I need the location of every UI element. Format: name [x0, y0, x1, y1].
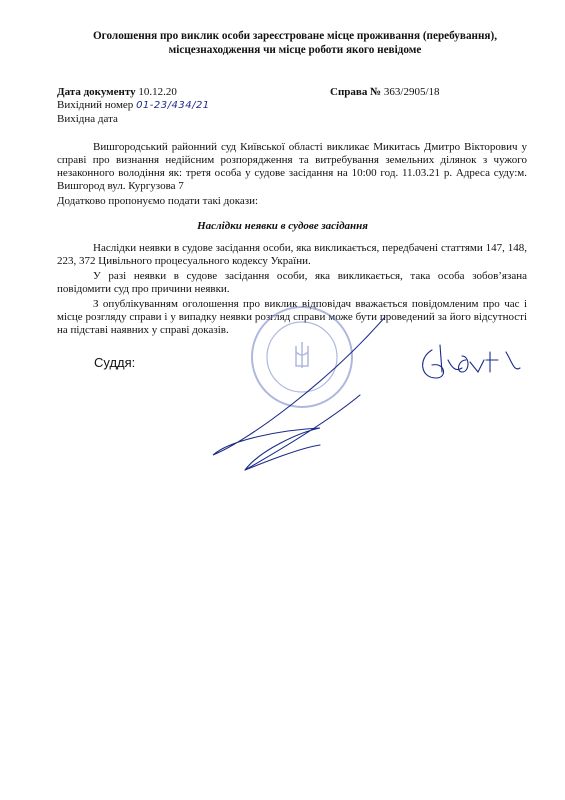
court-stamp	[252, 307, 352, 407]
case-value: 363/2905/18	[383, 86, 440, 98]
publication-paragraph: З опублікуванням оголошення про виклик відповідач вважається повідомленим про час і місце розгляду справи і у випадку неявки розгляд справи може бути проведений за його відсутності на підставі наявних у справі доказів.	[57, 298, 527, 336]
summons-paragraph: Вишгородський районний суд Київської області викликає Микитась Дмитро Вікторович у справі про визнання недійсним розпорядження та витребування земельних ділянок з чужого незаконного володіння як: третя особа у судове засідання на 10:00 год. 11.03.21 р. Адреса суду:м. Вишгород вул. Кургузова 7	[57, 141, 527, 192]
outgoing-number-value: 01-23/434/21	[136, 100, 210, 111]
consequences-paragraph: Наслідки неявки в судове засідання особи, яка викликається, передбачені статтями 147, 148, 223, 372 Цивільного процесуального кодексу України.	[57, 242, 527, 267]
judge-label: Суддя:	[94, 355, 136, 370]
section-title: Наслідки неявки в судове засідання	[197, 220, 368, 232]
date-label: Дата документу	[57, 86, 136, 98]
trident-emblem-icon	[296, 342, 308, 368]
title-line-1: Оголошення про виклик особи зареєстроване місце проживання (перебування),	[92, 30, 498, 42]
judge-signature	[213, 317, 520, 470]
outgoing-date-label: Вихідна дата	[57, 113, 118, 125]
title-line-2: місцезнаходження чи місце роботи якого невідоме	[168, 44, 422, 56]
date-value: 10.12.20	[138, 86, 177, 98]
absence-paragraph: У разі неявки в судове засідання особи, яка викликається, така особа зобов’язана повідомити суд про причини неявки.	[57, 270, 527, 295]
evidence-paragraph: Додатково пропонуємо подати такі докази:	[57, 195, 259, 207]
case-label: Справа №	[330, 86, 382, 98]
outgoing-number-label: Вихідний номер	[57, 99, 134, 111]
